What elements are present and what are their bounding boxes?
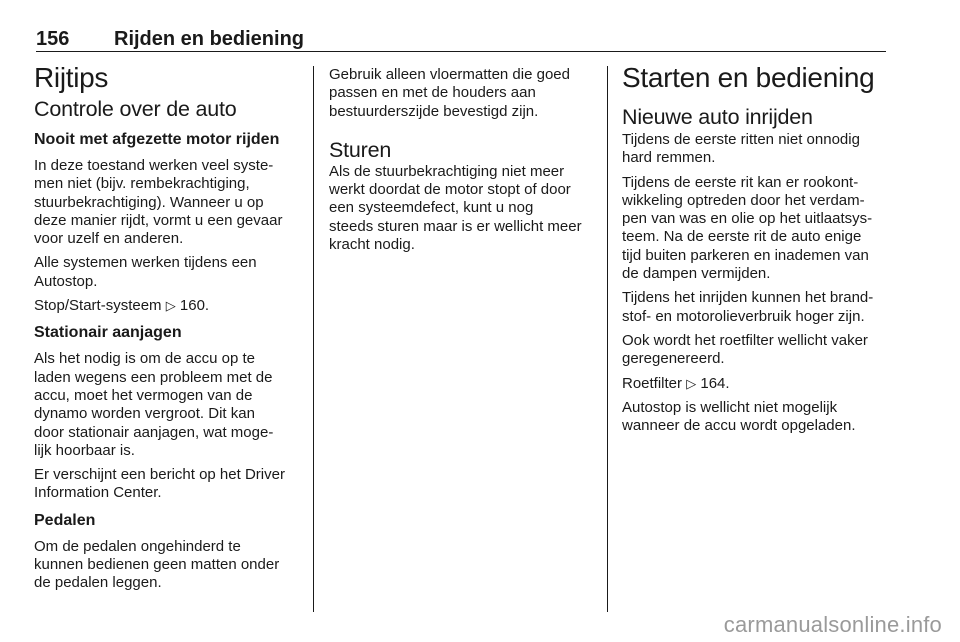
chapter-heading-rijtips: Rijtips	[34, 62, 109, 93]
paragraph: Als de stuurbekrachtiging niet meer werkt doordat de motor stopt of door een systeemdefect, kunt u nog steeds sturen maar is er wellicht meer kracht nodig.	[329, 162, 582, 254]
column-3	[622, 62, 886, 441]
page-number: 156	[36, 28, 70, 50]
column-divider-1	[313, 66, 314, 612]
paragraph: In deze toestand werken veel syste‐ men niet (bijv. rembekrachtiging, stuurbekrachtiging). Wanneer u op deze manier rijdt, vormt u een gevaar voor uzelf en anderen.	[34, 157, 283, 248]
paragraph: Tijdens de eerste ritten niet onnodig hard remmen.	[622, 131, 860, 167]
section-heading-controle: Controle over de auto	[34, 97, 237, 121]
paragraph: Tijdens de eerste rit kan er rookont‐ wikkeling optreden door het verdam‐ pen van was en olie op het uitlaatsys‐ teem. Na de eerste rit de auto enige tijd buiten parkeren en inademen van de dampen vermijden.	[622, 173, 873, 283]
subsection-heading-stationair: Stationair aanjagen	[34, 324, 182, 342]
paragraph: Gebruik alleen vloermatten die goed passen en met de houders aan bestuurderszijde bevestigd zijn.	[329, 66, 570, 120]
paragraph: Er verschijnt een bericht op het Driver Information Center.	[34, 466, 285, 502]
header-rule	[36, 51, 886, 52]
paragraph: Autostop is wellicht niet mogelijk wanneer de accu wordt opgeladen.	[622, 398, 856, 435]
section-heading-sturen: Sturen	[329, 137, 392, 162]
subsection-heading-motor: Nooit met afgezette motor rijden	[34, 131, 280, 148]
paragraph: Alle systemen werken tijdens een Autostop.	[34, 254, 257, 290]
subsection-heading-pedalen: Pedalen	[34, 511, 96, 529]
running-title: Rijden en bediening	[114, 28, 305, 50]
column-2	[329, 62, 596, 260]
chapter-heading-starten: Starten en bediening	[622, 62, 875, 93]
cross-reference: Roetfilter ▷ 164.	[622, 374, 730, 392]
watermark: carmanualsonline.info	[723, 612, 942, 637]
paragraph: Tijdens het inrijden kunnen het brand‐ stof- en motorolieverbruik hoger zijn.	[622, 289, 874, 325]
page-header	[36, 28, 886, 50]
paragraph: Om de pedalen ongehinderd te kunnen bedienen geen matten onder de pedalen leggen.	[34, 537, 280, 592]
section-heading-inrijden: Nieuwe auto inrijden	[622, 105, 813, 129]
column-divider-2	[607, 66, 608, 612]
paragraph: Als het nodig is om de accu op te laden wegens een probleem met de accu, moet het vermogen van de dynamo worden vergroot. Dit kan door stationair aanjagen, wat moge‐ lijk hoorbaar is.	[34, 350, 274, 459]
page-reference-arrow-icon: ▷	[686, 375, 697, 391]
cross-reference: Stop/Start-systeem ▷ 160.	[34, 297, 210, 315]
column-1	[34, 62, 300, 599]
page-reference-arrow-icon: ▷	[165, 298, 176, 314]
paragraph: Ook wordt het roetfilter wellicht vaker geregenereerd.	[622, 331, 868, 368]
